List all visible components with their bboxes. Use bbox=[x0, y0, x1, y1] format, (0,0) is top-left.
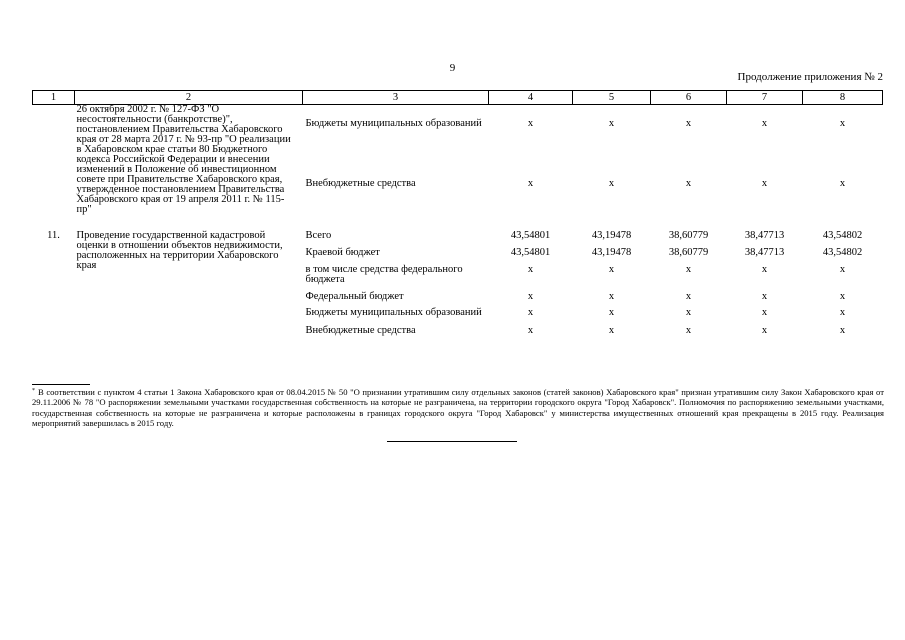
value-cell: x bbox=[685, 177, 692, 189]
value-cell: x bbox=[685, 118, 692, 129]
footnote-text: В соответствии с пунктом 4 статьи 1 Закона Хабаровского края от 08.04.2015 № 50 "О признании утратившим силу отдельных законов (статей законов) Хабаровского края" признан утратившим силу Закон Хабаровского края от 29.11.2006 № 78 "О распоряжении земельными участками государственная собственность на которые не разграничена, на территории городского округа "Город Хабаровск". Полномочия по распоряжению земельными участками, государственная собственность на которые не разграничена и которые расположены в границах городского округа "Город Хабаровск" у министерства имущественных отношений края прекращены в 2015 году. Реализация мероприятий завершилась в 2015 году. bbox=[32, 387, 884, 428]
header-row bbox=[33, 91, 883, 105]
value-cell: x bbox=[685, 307, 692, 318]
value-cell: x bbox=[839, 118, 846, 129]
value-cell: 43,54802 bbox=[822, 247, 863, 258]
value-cell: x bbox=[839, 291, 846, 302]
funding-source: Внебюджетные средства bbox=[305, 177, 416, 189]
value-cell: x bbox=[761, 118, 768, 129]
value-cell: 38,47713 bbox=[744, 247, 785, 258]
funding-source: Бюджеты муниципальных образований bbox=[305, 118, 482, 129]
footnote-marker: * bbox=[32, 388, 35, 394]
value-cell: x bbox=[527, 307, 534, 318]
value-cell: x bbox=[608, 177, 615, 189]
value-cell: x bbox=[527, 291, 534, 302]
value-cell: x bbox=[685, 291, 692, 302]
value-cell: x bbox=[608, 307, 615, 318]
value-cell: x bbox=[839, 177, 846, 189]
value-cell: 38,60779 bbox=[668, 247, 709, 258]
value-cell: x bbox=[685, 264, 692, 275]
col-header-7: 7 bbox=[727, 91, 803, 105]
value-cell: x bbox=[761, 177, 768, 189]
continuation-label: Продолжение приложения № 2 bbox=[737, 71, 883, 83]
col-header-1: 1 bbox=[33, 91, 75, 105]
funding-source: Внебюджетные средства bbox=[305, 325, 416, 336]
col-header-3: 3 bbox=[303, 91, 489, 105]
funding-source: в том числе средства федерального бюджета bbox=[305, 264, 463, 285]
value-cell: x bbox=[527, 264, 534, 275]
value-cell: x bbox=[608, 118, 615, 129]
value-cell: 43,54801 bbox=[510, 230, 551, 241]
value-cell: 43,19478 bbox=[591, 230, 632, 241]
value-cell: x bbox=[839, 325, 846, 336]
value-cell: 43,19478 bbox=[591, 247, 632, 258]
measure-name: Проведение государственной кадастровой оценки в отношении объектов недвижимости, расположенных на территории Хабаровского края bbox=[76, 230, 283, 271]
footnote bbox=[32, 387, 884, 428]
value-cell: 43,54802 bbox=[822, 230, 863, 241]
value-cell: x bbox=[761, 307, 768, 318]
value-cell: x bbox=[685, 325, 692, 336]
col-header-8: 8 bbox=[803, 91, 883, 105]
col-header-6: 6 bbox=[651, 91, 727, 105]
col-header-4: 4 bbox=[489, 91, 573, 105]
table-row bbox=[33, 105, 883, 171]
end-divider bbox=[387, 441, 517, 442]
value-cell: x bbox=[839, 307, 846, 318]
page-number: 9 bbox=[449, 62, 456, 74]
measure-name-continued: 26 октября 2002 г. № 127-ФЗ "О несостоятельности (банкротстве)", постановлением Правительства Хабаровского края от 28 марта 2017 г. № 93-пр "О реализации в Хабаровском крае статьи 80 Бюджетного кодекса Российской Федерации и внесении изменений в Положение об инвестиционном совете при Правительстве Хабаровского края, утвержденное постановлением Правительства Хабаровского края от 19 апреля 2011 г. № 115-пр" bbox=[76, 104, 291, 215]
value-cell: x bbox=[527, 325, 534, 336]
table-row bbox=[33, 223, 883, 241]
col-header-2: 2 bbox=[75, 91, 303, 105]
funding-source: Федеральный бюджет bbox=[305, 291, 404, 302]
value-cell: x bbox=[608, 291, 615, 302]
funding-source: Всего bbox=[305, 230, 332, 241]
value-cell: x bbox=[527, 118, 534, 129]
row-number: 11. bbox=[47, 230, 60, 241]
value-cell: x bbox=[608, 325, 615, 336]
value-cell: 43,54801 bbox=[510, 247, 551, 258]
footnote-divider bbox=[32, 384, 90, 385]
value-cell: 38,47713 bbox=[744, 230, 785, 241]
value-cell: x bbox=[761, 325, 768, 336]
value-cell: x bbox=[761, 291, 768, 302]
value-cell: x bbox=[839, 264, 846, 275]
value-cell: x bbox=[761, 264, 768, 275]
funding-source: Краевой бюджет bbox=[305, 247, 380, 258]
funding-source: Бюджеты муниципальных образований bbox=[305, 307, 482, 318]
value-cell: 38,60779 bbox=[668, 230, 709, 241]
program-table bbox=[32, 90, 883, 336]
value-cell: x bbox=[527, 177, 534, 189]
value-cell: x bbox=[608, 264, 615, 275]
col-header-5: 5 bbox=[573, 91, 651, 105]
